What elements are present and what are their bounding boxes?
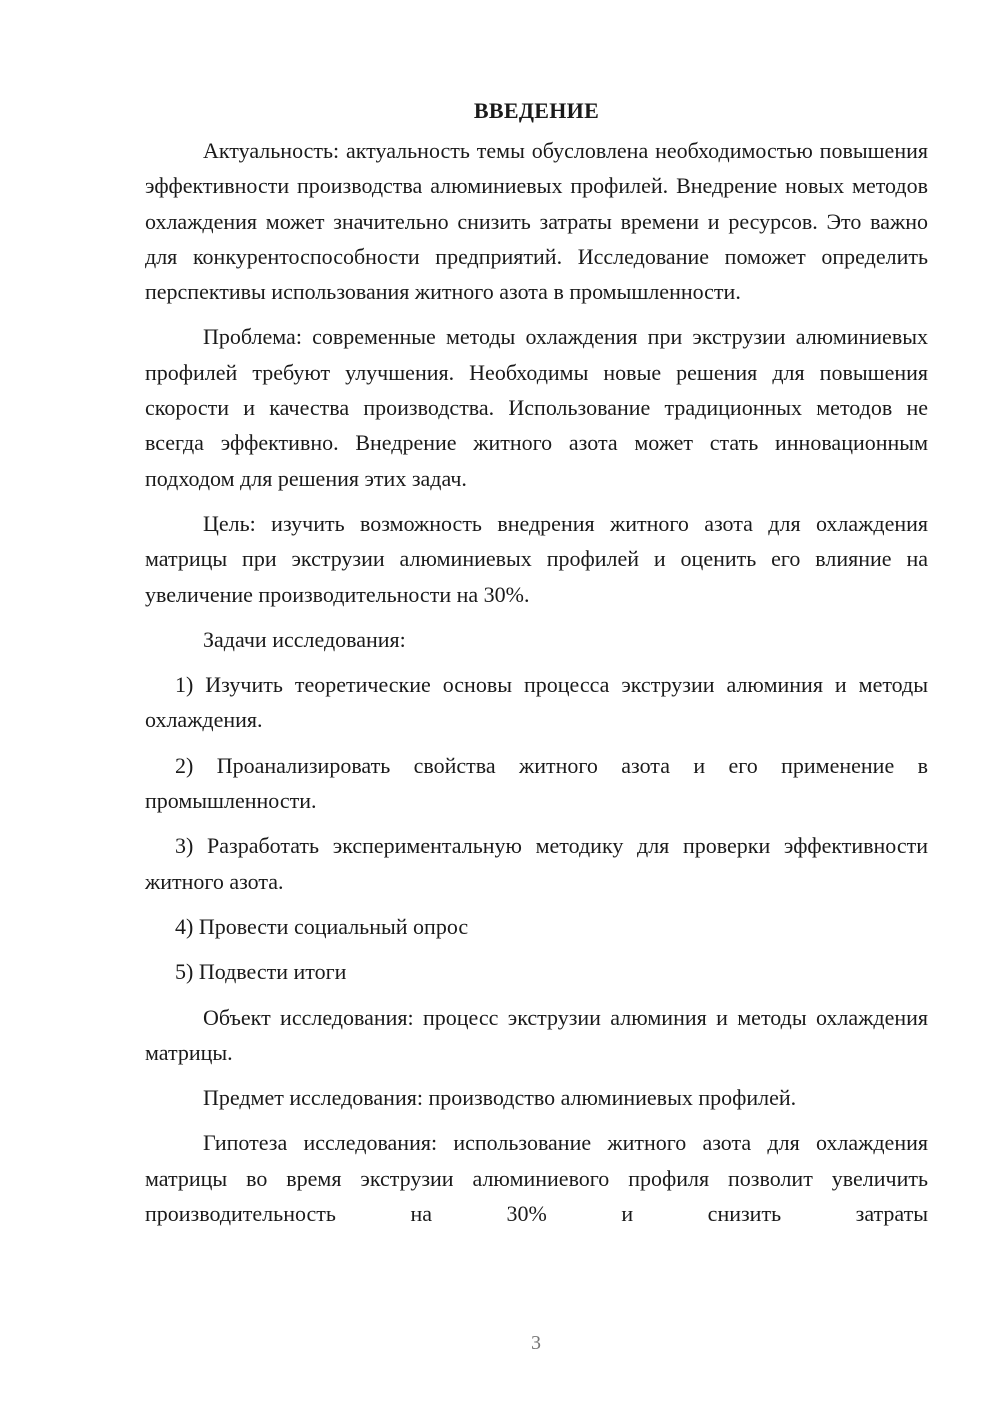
document-page (145, 88, 928, 1241)
section-title: ВВЕДЕНИЕ (473, 98, 600, 123)
task-item-1: 1) Изучить теоретические основы процесса экструзии алюминия и методы охлаждения. (145, 672, 928, 733)
paragraph-object: Объект исследования: процесс экструзии алюминия и методы охлаждения матрицы. (145, 1004, 928, 1065)
task-item-2: 2) Проанализировать свойства житного азота и его применение в промышленности. (145, 752, 928, 814)
task-item-4: 4) Провести социальный опрос (175, 913, 469, 939)
task-item-5: 5) Подвести итоги (175, 959, 347, 985)
paragraph-relevance: Актуальность: актуальность темы обусловлена необходимостью повышения эффективности производства алюминиевых профилей. Внедрение новых методов охлаждения может значительно снизить затраты времени и ресурсов. Это важно для конкурентоспособности предприятий. Исследование поможет определить перспективы использования житного азота в промышленности. (145, 138, 928, 305)
paragraph-tasks-heading: Задачи исследования: (203, 626, 406, 652)
paragraph-goal: Цель: изучить возможность внедрения житного азота для охлаждения матрицы при экструзии алюминиевых профилей и оценить его влияние на увеличение производительности на 30%. (145, 510, 928, 607)
paragraph-problem: Проблема: современные методы охлаждения при экструзии алюминиевых профилей требуют улучшения. Необходимы новые решения для повышения скорости и качества производства. Использование традиционных методов не всегда эффективно. Внедрение житного азота может стать инновационным подходом для решения этих задач. (145, 324, 928, 491)
task-item-3: 3) Разработать экспериментальную методику для проверки эффективности житного азота. (145, 833, 928, 894)
paragraph-subject: Предмет исследования: производство алюминиевых профилей. (203, 1085, 797, 1111)
page-number: 3 (531, 1332, 541, 1354)
paragraph-hypothesis: Гипотеза исследования: использование житного азота для охлаждения матрицы во время экструзии алюминиевого профиля позволит увеличить производительность на 30% и снизить затраты (145, 1130, 928, 1227)
